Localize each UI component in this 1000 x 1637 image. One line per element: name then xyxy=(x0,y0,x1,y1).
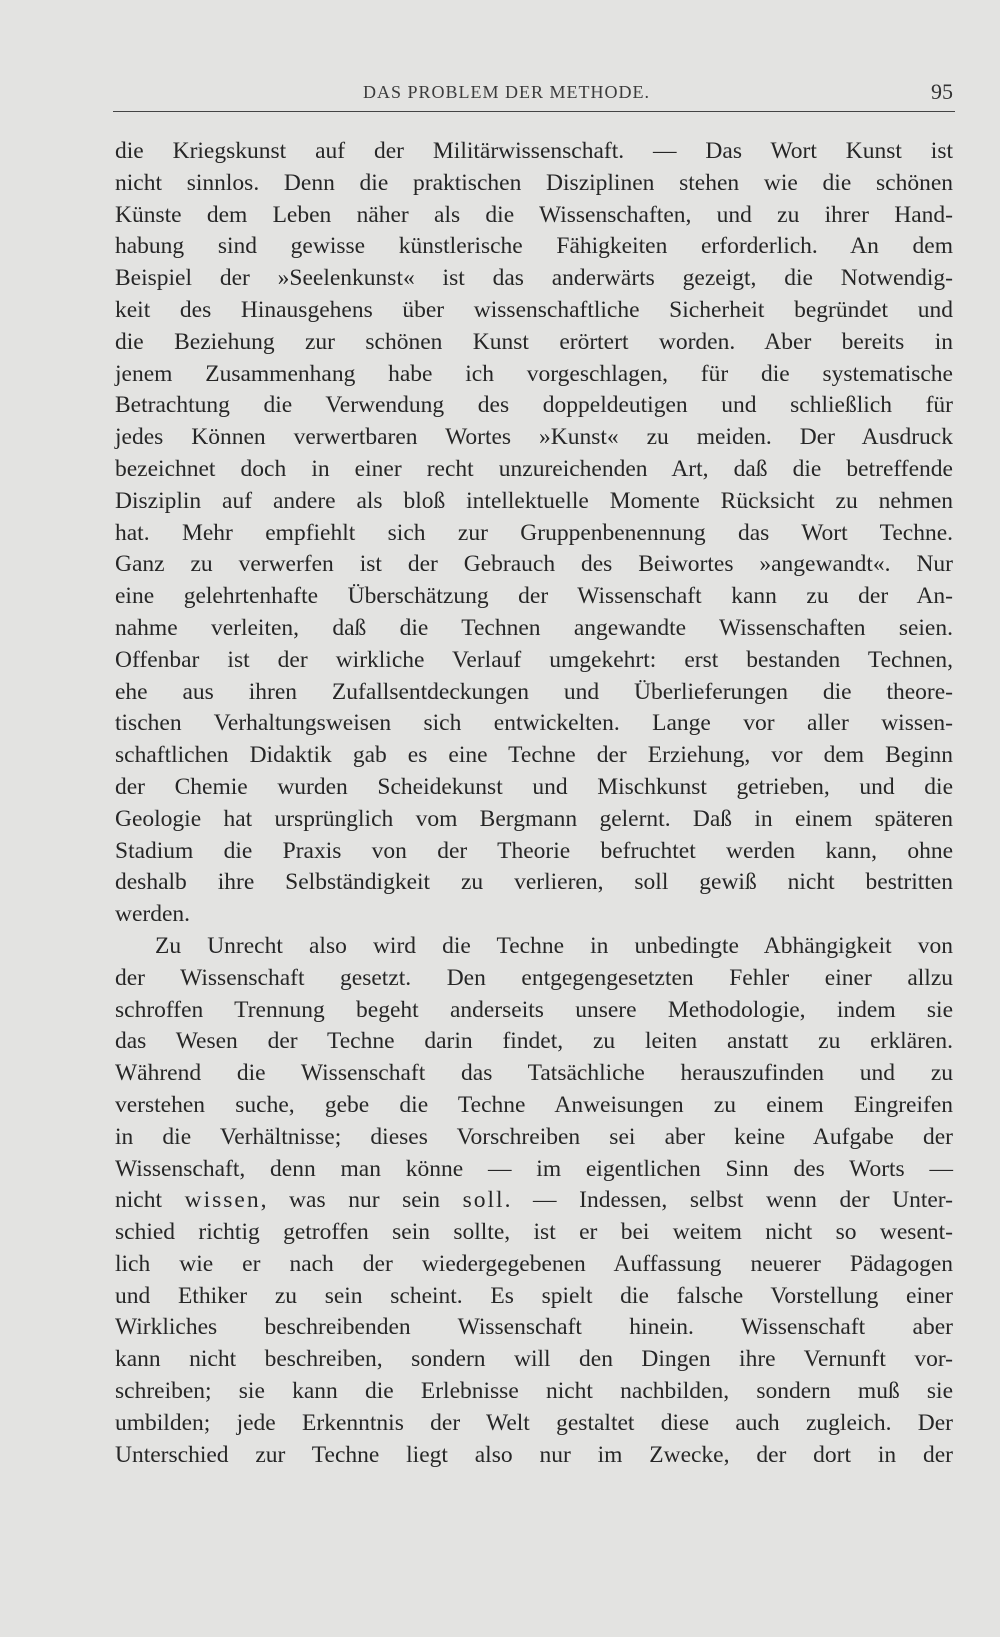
text-line: verstehen suche, gebe die Techne Anweisungen zu einem Eingreifen xyxy=(115,1091,953,1118)
text-line: kann nicht beschreiben, sondern will den Dingen ihre Vernunft vor- xyxy=(115,1346,953,1373)
text-line: eine gelehrtenhafte Überschätzung der Wissenschaft kann zu der An- xyxy=(115,583,953,610)
text-line: schaftlichen Didaktik gab es eine Techne der Erziehung, vor dem Beginn xyxy=(115,742,953,769)
text-line: jedes Können verwertbaren Wortes »Kunst« zu meiden. Der Ausdruck xyxy=(115,424,953,451)
text-line: Künste dem Leben näher als die Wissenschaften, und zu ihrer Hand- xyxy=(115,201,953,228)
text-line: Unterschied zur Techne liegt also nur im Zwecke, der dort in der xyxy=(115,1441,953,1468)
text-line: jenem Zusammenhang habe ich vorgeschlagen, für die systematische xyxy=(115,360,953,387)
text-line: deshalb ihre Selbständigkeit zu verlieren, soll gewiß nicht bestritten xyxy=(115,869,953,896)
page-header xyxy=(113,76,953,110)
text-line: hat. Mehr empfiehlt sich zur Gruppenbenennung das Wort Techne. xyxy=(115,519,953,546)
text-line: schroffen Trennung begeht anderseits unsere Methodologie, indem sie xyxy=(115,996,953,1023)
text-line: bezeichnet doch in einer recht unzureichenden Art, daß die betreffende xyxy=(115,455,953,482)
text-line: Betrachtung die Verwendung des doppeldeutigen und schließlich für xyxy=(115,392,953,419)
text-line: Zu Unrecht also wird die Techne in unbedingte Abhängigkeit von xyxy=(155,932,953,959)
text-line: die Kriegskunst auf der Militärwissenschaft. — Das Wort Kunst ist xyxy=(115,138,953,164)
emphasized-word: soll xyxy=(462,1187,505,1214)
emphasized-word: wissen xyxy=(184,1187,261,1214)
text-line: Wirkliches beschreibenden Wissenschaft hinein. Wissenschaft aber xyxy=(115,1314,953,1341)
text-line: Ganz zu verwerfen ist der Gebrauch des Beiwortes »angewandt«. Nur xyxy=(115,551,953,578)
text-segment: nicht xyxy=(115,1187,185,1214)
page-number: 95 xyxy=(931,79,953,104)
text-segment: . — Indessen, selbst wenn der Unter- xyxy=(504,1187,953,1214)
text-line: tischen Verhaltungsweisen sich entwickelten. Lange vor aller wissen- xyxy=(115,710,953,737)
text-line: Disziplin auf andere als bloß intellektuelle Momente Rücksicht zu nehmen xyxy=(115,487,953,514)
text-line: in die Verhältnisse; dieses Vorschreiben sei aber keine Aufgabe der xyxy=(115,1123,953,1150)
text-line: Beispiel der »Seelenkunst« ist das anderwärts gezeigt, die Notwendig- xyxy=(115,265,953,292)
text-line: Offenbar ist der wirkliche Verlauf umgekehrt: erst bestanden Technen, xyxy=(115,646,953,673)
text-line: umbilden; jede Erkenntnis der Welt gestaltet diese auch zugleich. Der xyxy=(115,1409,953,1436)
text-line: werden. xyxy=(115,901,191,928)
text-line: Geologie hat ursprünglich vom Bergmann gelernt. Daß in einem späteren xyxy=(115,805,953,832)
text-line: und Ethiker zu sein scheint. Es spielt die falsche Vorstellung einer xyxy=(115,1282,953,1309)
text-line-emphasis xyxy=(115,1185,953,1217)
text-line: die Beziehung zur schönen Kunst erörtert worden. Aber bereits in xyxy=(115,328,953,355)
text-line: schreiben; sie kann die Erlebnisse nicht nachbilden, sondern muß sie xyxy=(115,1378,953,1405)
text-line: keit des Hinausgehens über wissenschaftliche Sicherheit begründet und xyxy=(115,296,953,323)
text-line: der Chemie wurden Scheidekunst und Mischkunst getrieben, und die xyxy=(115,773,953,800)
text-line: Während die Wissenschaft das Tatsächliche herauszufinden und zu xyxy=(115,1060,953,1087)
text-line: Stadium die Praxis von der Theorie befruchtet werden kann, ohne xyxy=(115,837,953,864)
text-line: nicht sinnlos. Denn die praktischen Disziplinen stehen wie die schönen xyxy=(115,169,953,196)
text-line: ehe aus ihren Zufallsentdeckungen und Überlieferungen die theore- xyxy=(115,678,953,705)
text-line: schied richtig getroffen sein sollte, ist er bei weitem nicht so wesent- xyxy=(115,1219,953,1246)
header-rule xyxy=(113,111,955,112)
text-line: der Wissenschaft gesetzt. Den entgegengesetzten Fehler einer allzu xyxy=(115,964,953,991)
body-text xyxy=(115,136,953,1471)
text-line: lich wie er nach der wiedergegebenen Auffassung neuerer Pädagogen xyxy=(115,1250,953,1277)
text-line: das Wesen der Techne darin findet, zu leiten anstatt zu erklären. xyxy=(115,1028,953,1055)
text-segment: , was nur sein xyxy=(260,1187,463,1214)
running-title: DAS PROBLEM DER METHODE. xyxy=(363,82,651,102)
text-line: Wissenschaft, denn man könne — im eigentlichen Sinn des Worts — xyxy=(115,1155,953,1182)
text-line: nahme verleiten, daß die Technen angewandte Wissenschaften seien. xyxy=(115,614,953,641)
text-line: habung sind gewisse künstlerische Fähigkeiten erforderlich. An dem xyxy=(115,233,953,260)
